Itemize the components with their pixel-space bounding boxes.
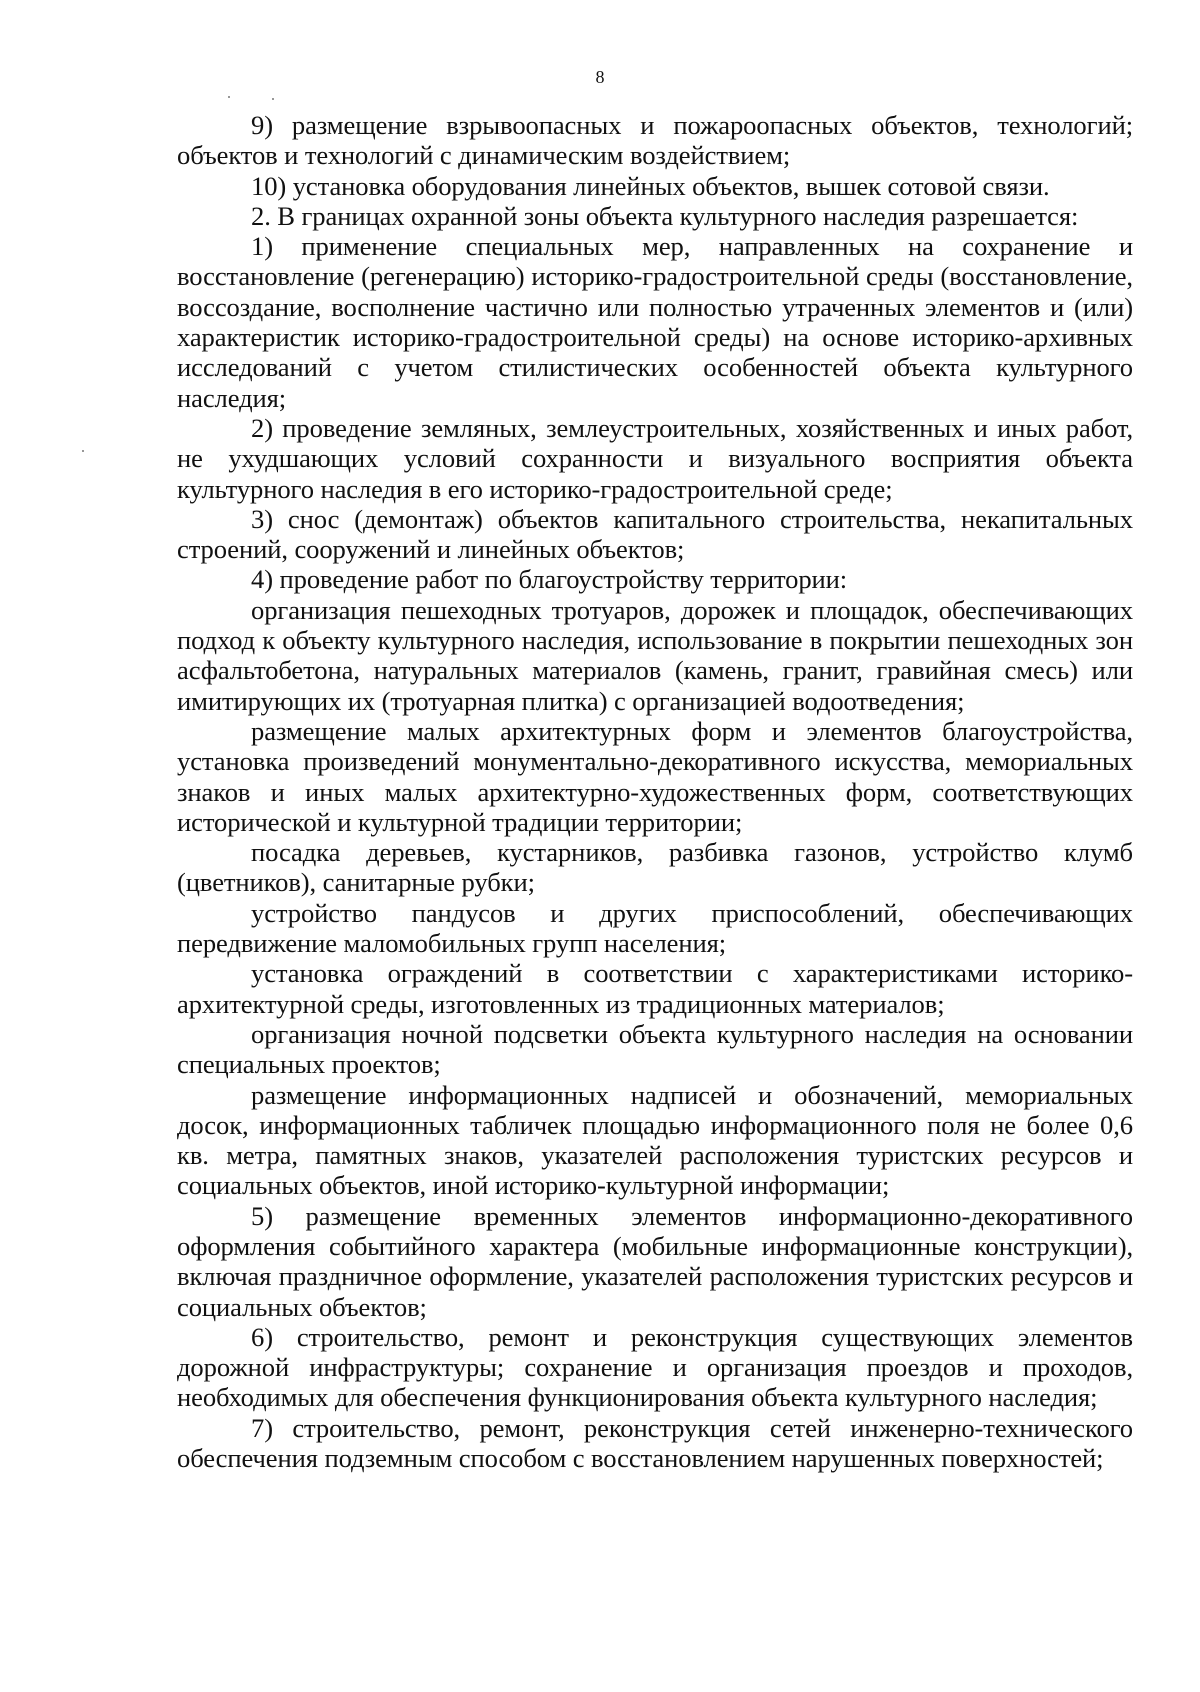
paragraph-section-2: 2. В границах охранной зоны объекта культурного наследия разрешается: [251, 200, 1079, 231]
paragraph-permitted-3: 3) снос (демонтаж) объектов капитального строительства, некапитальных строений, сооружений и линейных объектов; [177, 503, 1133, 565]
paragraph-landscaping-signs: размещение информационных надписей и обозначений, мемориальных досок, информационных табличек площадью информационного поля не более 0,6 кв. метра, памятных знаков, указателей расположения туристских ресурсов и социальных объектов, иной историко-культурной информации; [177, 1079, 1133, 1201]
paragraph-permitted-2: 2) проведение земляных, землеустроительных, хозяйственных и иных работ, не ухудшающих условий сохранности и визуального восприятия объекта культурного наследия в его историко-градостроительной среде; [177, 412, 1133, 504]
paragraph-landscaping-ramps: устройство пандусов и других приспособлений, обеспечивающих передвижение маломобильных групп населения; [177, 897, 1133, 959]
paragraph-landscaping-forms: размещение малых архитектурных форм и элементов благоустройства, установка произведений монументально-декоративного искусства, мемориальных знаков и иных малых архитектурно-художественных форм, соответствующих исторической и культурной традиции территории; [177, 715, 1133, 837]
paragraph-landscaping-paths: организация пешеходных тротуаров, дорожек и площадок, обеспечивающих подход к объекту культурного наследия, использование в покрытии пешеходных зон асфальтобетона, натуральных материалов (камень, гранит, гравийная смесь) или имитирующих их (тротуарная плитка) с организацией водоотведения; [177, 594, 1133, 716]
paragraph-landscaping-fences: установка ограждений в соответствии с характеристиками историко-архитектурной среды, изготовленных из традиционных материалов; [177, 958, 1133, 1019]
scan-speck [272, 98, 274, 100]
paragraph-permitted-4: 4) проведение работ по благоустройству территории: [251, 564, 848, 595]
paragraph-landscaping-planting: посадка деревьев, кустарников, разбивка газонов, устройство клумб (цветников), санитарные рубки; [177, 837, 1133, 898]
document-body [177, 110, 1133, 1473]
page-number: 8 [595, 67, 605, 87]
scan-speck [82, 450, 84, 452]
paragraph-permitted-5: 5) размещение временных элементов информационно-декоративного оформления событийного характера (мобильные информационные конструкции), включая праздничное оформление, указателей расположения туристских ресурсов и социальных объектов; [177, 1200, 1133, 1322]
paragraph-item-9: 9) размещение взрывоопасных и пожароопасных объектов, технологий; объектов и технологий с динамическим воздействием; [177, 110, 1133, 171]
paragraph-item-10: 10) установка оборудования линейных объектов, вышек сотовой связи. [251, 170, 1050, 201]
paragraph-permitted-7: 7) строительство, ремонт, реконструкция сетей инженерно-технического обеспечения подземным способом с восстановлением нарушенных поверхностей; [177, 1412, 1133, 1474]
scan-speck [228, 96, 230, 98]
paragraph-permitted-6: 6) строительство, ремонт и реконструкция существующих элементов дорожной инфраструктуры; сохранение и организация проездов и проходов, необходимых для обеспечения функционирования объекта культурного наследия; [177, 1321, 1133, 1413]
paragraph-permitted-1: 1) применение специальных мер, направленных на сохранение и восстановление (регенерацию) историко-градостроительной среды (восстановление, воссоздание, восполнение частично или полностью утраченных элементов и (или) характеристик историко-градостроительной среды) на основе историко-архивных исследований с учетом стилистических особенностей объекта культурного наследия; [177, 231, 1133, 413]
paragraph-landscaping-lighting: организация ночной подсветки объекта культурного наследия на основании специальных проектов; [177, 1018, 1133, 1080]
